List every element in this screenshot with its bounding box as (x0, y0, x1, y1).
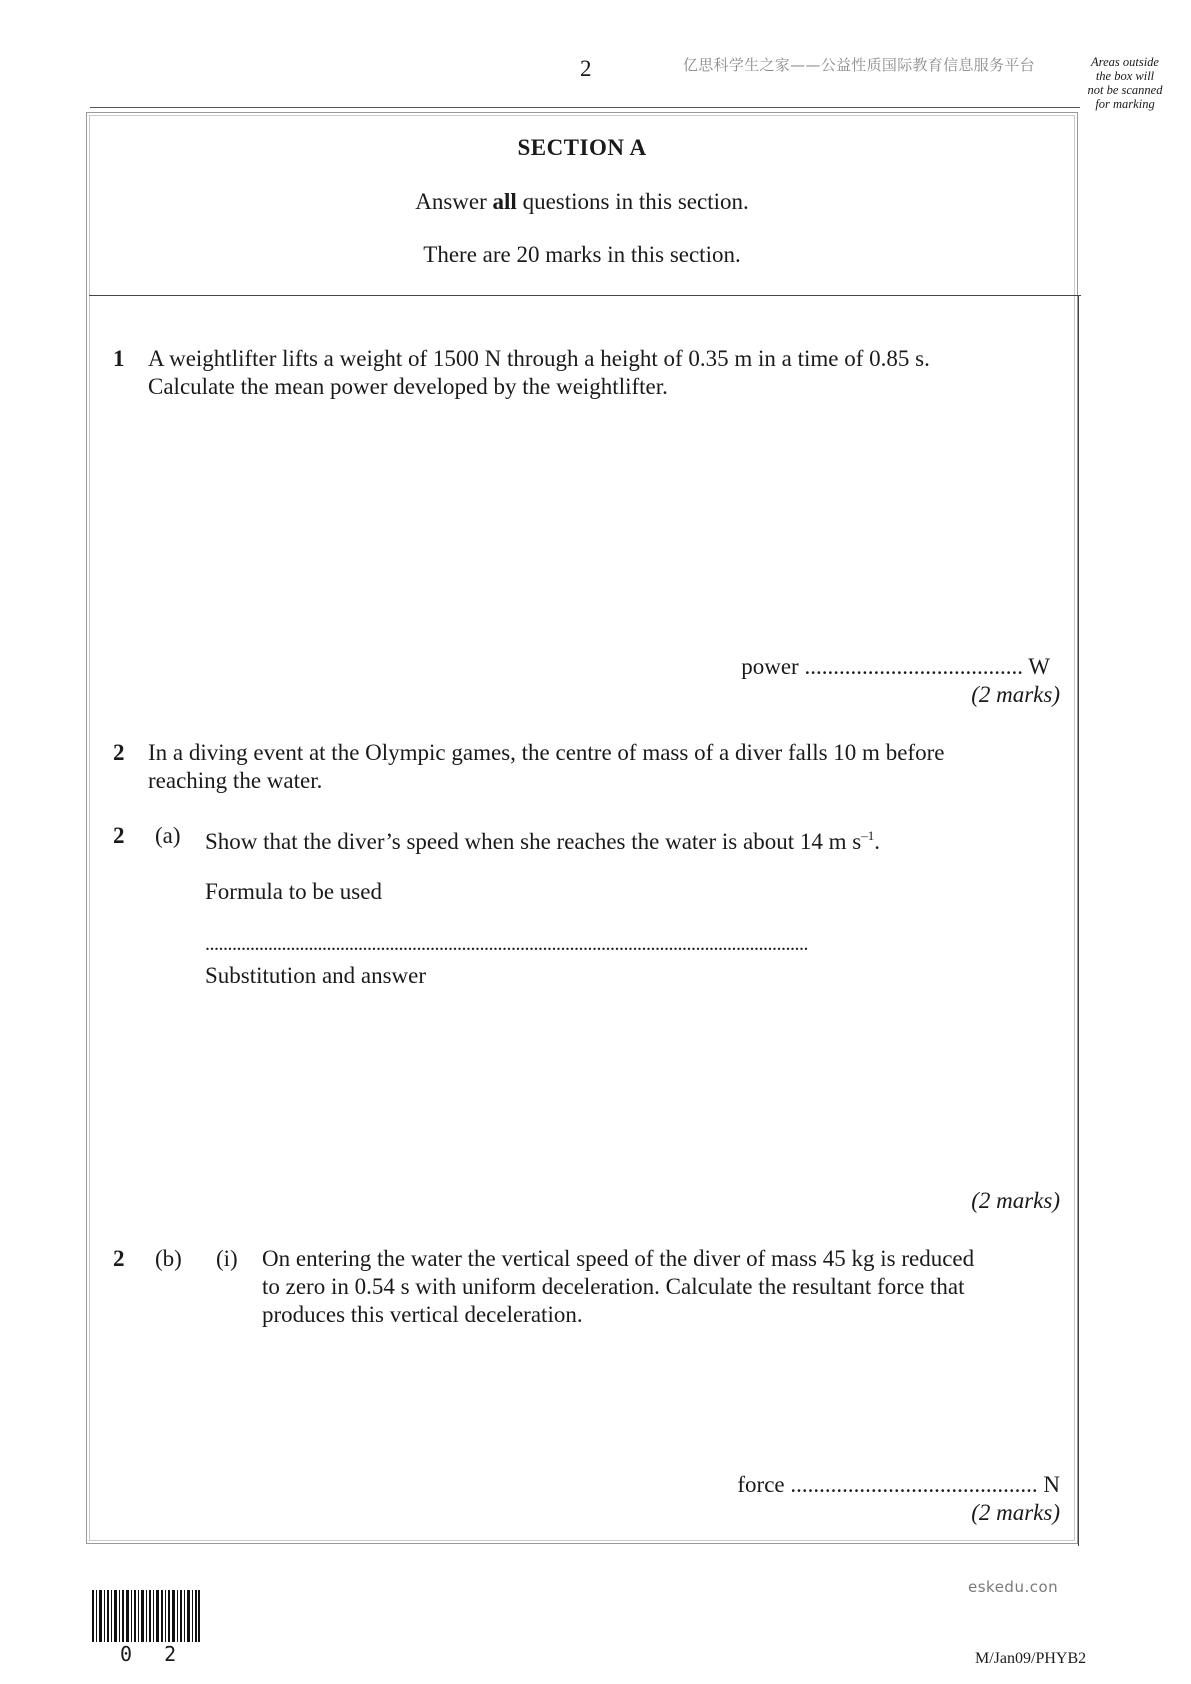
question-1-text: A weightlifter lifts a weight of 1500 N through a height of 0.35 m in a time of 0.85 s. Calculate the mean power developed by the weightlifter. (148, 346, 930, 399)
question-number: 1 (113, 346, 125, 371)
marks-label: (2 marks) (971, 682, 1060, 707)
section-divider (89, 295, 1081, 296)
barcode-number: 0 2 (120, 1642, 187, 1666)
watermark-text: 亿思科学生之家——公益性质国际教育信息服务平台 (683, 56, 1035, 74)
question-part-label: (b) (155, 1246, 182, 1271)
section-instruction-2: There are 20 marks in this section. (423, 242, 741, 267)
question-part-label: (a) (155, 823, 181, 848)
margin-note-line: not be scanned (1087, 83, 1163, 97)
substitution-label: Substitution and answer (205, 963, 427, 988)
question-subpart-label: (i) (216, 1246, 238, 1271)
question-2bi-text: On entering the water the vertical speed of the diver of mass 45 kg is reduced to zero in 0.54 s with uniform deceleration. Calculate the resultant force that produces this vertical deceleration. (262, 1246, 975, 1327)
question-number: 2 (113, 740, 125, 765)
power-answer-field[interactable]: power ...................................... W (741, 654, 1050, 679)
force-answer-field[interactable]: force ........................................... N (737, 1472, 1060, 1497)
question-2a-text: Show that the diver’s speed when she reaches the water is about 14 m $s^{-1}$. (205, 828, 880, 854)
formula-answer-line[interactable]: ...................................................................................................................................... (205, 933, 808, 955)
question-number: 2 (113, 1246, 125, 1271)
site-watermark: eskedu.con (968, 1578, 1059, 1596)
formula-label: Formula to be used (205, 879, 382, 904)
marks-label: (2 marks) (971, 1500, 1060, 1525)
section-instruction-1: Answer all questions in this section. (415, 189, 749, 214)
page-number: 2 (580, 56, 592, 81)
margin-note-line: Areas outside (1091, 55, 1159, 69)
top-rule (90, 107, 1080, 108)
margin-note-line: the box will (1095, 69, 1155, 83)
question-number: 2 (113, 823, 125, 848)
paper-code: M/Jan09/PHYB2 (975, 1650, 1087, 1667)
section-title: SECTION A (517, 135, 647, 160)
margin-note-line: for marking (1095, 97, 1155, 111)
margin-rule (1078, 296, 1079, 1546)
margin-note (1075, 55, 1175, 111)
question-2-text: In a diving event at the Olympic games, the centre of mass of a diver falls 10 m before reaching the water. (148, 740, 945, 793)
barcode-image (92, 1590, 200, 1642)
marks-label: (2 marks) (971, 1188, 1060, 1213)
